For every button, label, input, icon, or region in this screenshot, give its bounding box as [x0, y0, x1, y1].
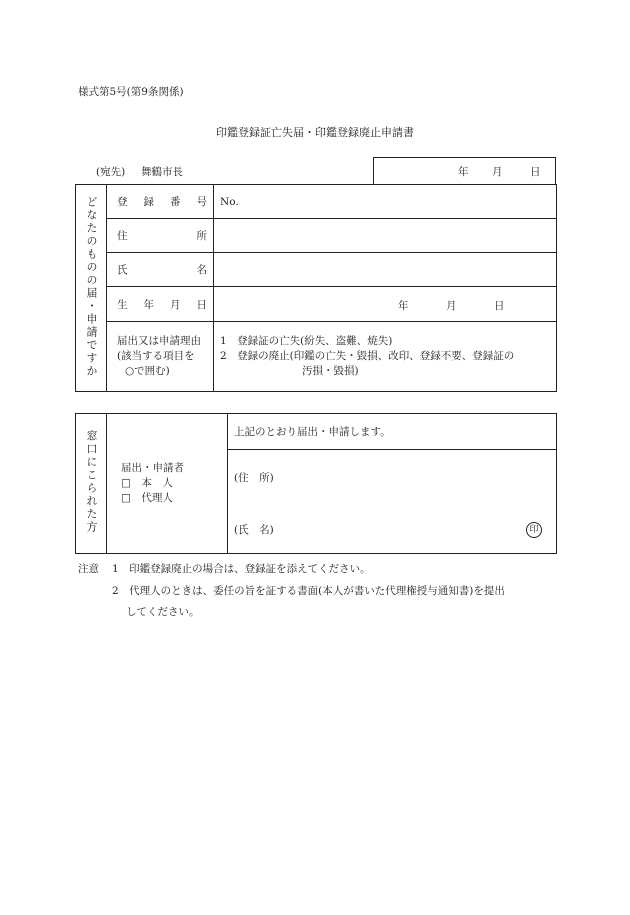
applicant-side-label: どなたのものの届・申請ですか	[85, 195, 98, 378]
name-field[interactable]	[214, 253, 557, 287]
reason-option-2-cont: 汚損・毀損)	[302, 365, 359, 377]
counter-table	[75, 413, 557, 554]
counter-name-label: (氏 名)	[234, 523, 274, 536]
date-box	[373, 157, 556, 184]
counter-side-label-cell	[76, 414, 107, 554]
counter-address-field[interactable]	[228, 450, 557, 506]
header-date-year: 年	[458, 166, 469, 178]
applicant-table	[75, 184, 557, 392]
note-1: 1 印鑑登録廃止の場合は、登録証を添えてください。	[112, 563, 371, 575]
reason-option-1[interactable]: 1 登録証の亡失(紛失、盗難、焼失)	[220, 335, 393, 347]
birth-day: 日	[494, 300, 505, 312]
counter-name-field[interactable]	[228, 506, 557, 554]
reg-number-prefix: No.	[220, 195, 239, 208]
addressee: 舞鶴市長	[141, 166, 183, 178]
address-label: 住 所	[107, 219, 214, 253]
birth-field[interactable]	[214, 287, 557, 322]
applicant-role-cell	[107, 414, 228, 554]
statement-cell	[228, 414, 557, 450]
addressee-label: (宛先)	[96, 166, 126, 178]
counter-side-label: 窓口にこられた方	[85, 430, 98, 534]
role-title: 届出・申請者	[121, 462, 184, 474]
statement: 上記のとおり届出・申請します。	[234, 426, 391, 438]
notes-label: 注意	[78, 563, 99, 575]
header-date-month: 月	[492, 166, 503, 178]
reg-number-field[interactable]	[214, 185, 557, 219]
form-title: 印鑑登録証亡失届・印鑑登録廃止申請書	[216, 126, 414, 139]
birth-label: 生 年 月 日	[107, 287, 214, 322]
header-date-day: 日	[530, 166, 541, 178]
reg-number-label: 登 録 番 号	[107, 185, 214, 219]
birth-year: 年	[398, 300, 409, 312]
birth-month: 月	[446, 300, 457, 312]
counter-address-label: (住 所)	[234, 472, 274, 485]
reason-options[interactable]	[214, 322, 557, 392]
applicant-side-label-cell	[76, 185, 107, 392]
name-label: 氏 名	[107, 253, 214, 287]
form-number: 様式第5号(第9条関係)	[78, 86, 184, 98]
address-field[interactable]	[214, 219, 557, 253]
seal-icon: 印	[526, 522, 542, 538]
note-2: 2 代理人のときは、委任の旨を証する書面(本人が書いた代理権授与通知書)を提出	[112, 585, 505, 597]
role-option-self[interactable]: □ 本 人	[121, 477, 173, 489]
note-2-cont: してください。	[126, 606, 200, 618]
reason-option-2[interactable]: 2 登録の廃止(印鑑の亡失・毀損、改印、登録不要、登録証の	[220, 350, 515, 362]
role-option-agent[interactable]: □ 代理人	[121, 492, 173, 504]
reason-label: 届出又は申請理由 (該当する項目を ○で囲む)	[107, 322, 214, 392]
